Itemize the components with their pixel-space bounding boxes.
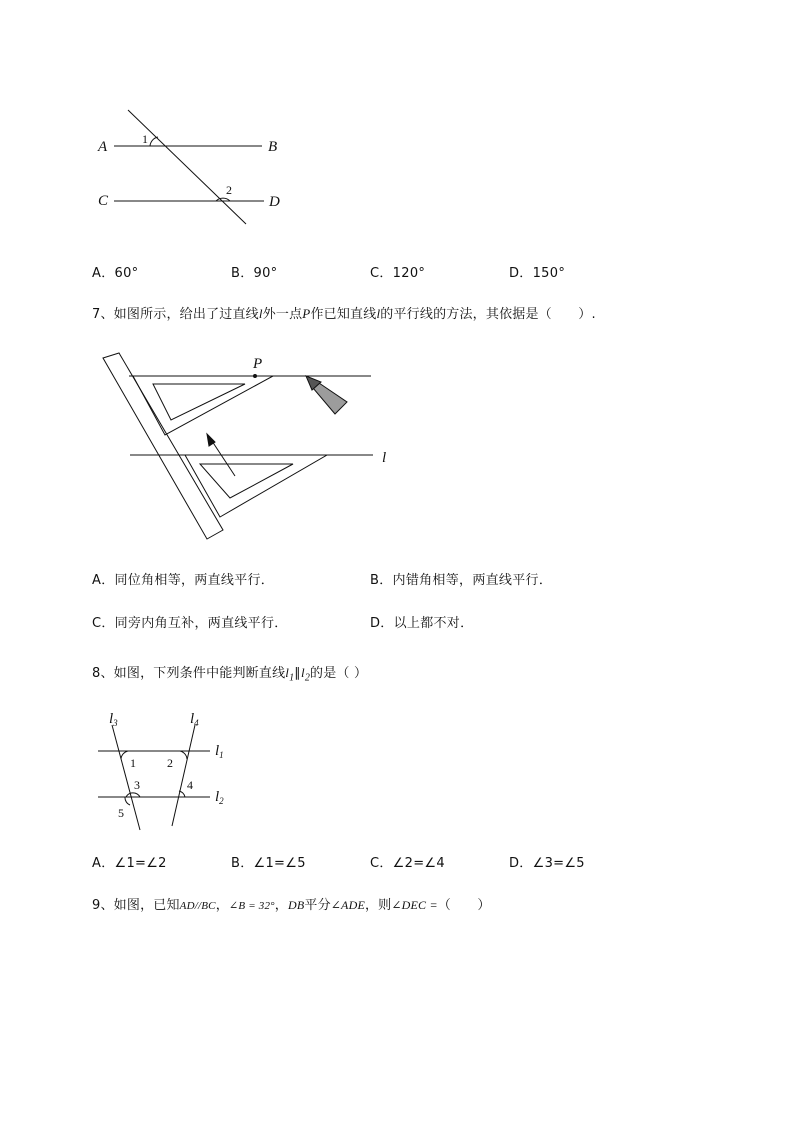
q8-l1: l bbox=[285, 665, 290, 680]
angle-5-label: 5 bbox=[118, 806, 124, 820]
q9-cond-angle-b: ∠B = 32° bbox=[228, 900, 275, 912]
angle-1-arc bbox=[121, 751, 128, 759]
q7-option-a: A．同位角相等，两直线平行． bbox=[92, 573, 275, 588]
angle-1-label: 1 bbox=[142, 132, 148, 146]
q7-suffix: 的平行线的方法，其依据是（ ）. bbox=[380, 307, 596, 322]
q7-point-p: P bbox=[302, 306, 311, 321]
upper-set-square-hole bbox=[153, 384, 245, 420]
q7-option-c: C．同旁内角互补，两直线平行． bbox=[92, 616, 288, 631]
q7-line-l: l bbox=[258, 306, 263, 321]
pencil-icon bbox=[306, 376, 347, 414]
label-p: P bbox=[253, 356, 263, 372]
angle-2-arc bbox=[180, 751, 187, 759]
q8-l2: l bbox=[301, 665, 305, 680]
q8-l1-sub: 1 bbox=[289, 672, 295, 684]
q8-parallel: ∥ bbox=[294, 666, 301, 681]
q7-stem bbox=[92, 303, 596, 322]
q8-option-b: B．∠1=∠5 bbox=[231, 856, 306, 871]
q6-option-c: C．120° bbox=[370, 266, 426, 281]
q7-mid1: 外一点 bbox=[262, 307, 303, 322]
q9-mid: 平分 bbox=[304, 898, 331, 913]
q9-sep1: ， bbox=[215, 898, 229, 913]
lower-set-square-hole bbox=[200, 464, 293, 498]
q9-cond-db: DB bbox=[287, 898, 305, 912]
label-l4: $l_4$ bbox=[190, 711, 199, 728]
angle-2-label: 2 bbox=[226, 183, 232, 197]
slide-arrow-shaft bbox=[210, 438, 235, 476]
q6-option-d: D．150° bbox=[509, 266, 566, 281]
label-a: A bbox=[98, 139, 108, 155]
label-l3: $l_3$ bbox=[109, 711, 118, 728]
q9-sep2: ， bbox=[274, 898, 288, 913]
label-l2: $l_2$ bbox=[215, 789, 224, 806]
q8-stem bbox=[92, 662, 367, 684]
q6-option-b: B．90° bbox=[231, 266, 278, 281]
label-c: C bbox=[98, 193, 109, 209]
q7-line-l-2: l bbox=[376, 306, 381, 321]
q8-prefix: 8、如图，下列条件中能判断直线 bbox=[92, 666, 286, 681]
q9-prefix: 9、如图，已知 bbox=[92, 898, 180, 913]
point-p-dot bbox=[253, 374, 257, 378]
q8-l2-sub: 2 bbox=[304, 672, 311, 684]
angle-2-label: 2 bbox=[167, 756, 173, 770]
label-l1: $l_1$ bbox=[215, 743, 224, 760]
q7-mid2: 作已知直线 bbox=[310, 307, 377, 322]
angle-4-label: 4 bbox=[187, 778, 193, 792]
angle-5-arc bbox=[125, 797, 130, 805]
q9-suffix: （ ） bbox=[437, 898, 491, 913]
q9-stem bbox=[92, 894, 491, 913]
angle-1-label: 1 bbox=[130, 756, 136, 770]
q7-option-b: B．内错角相等，两直线平行． bbox=[370, 573, 553, 588]
label-d: D bbox=[269, 194, 280, 210]
q8-option-a: A．∠1=∠2 bbox=[92, 856, 167, 871]
q7-option-d: D．以上都不对． bbox=[370, 616, 474, 631]
q8-suffix: 的是（ ） bbox=[310, 666, 368, 681]
label-l: l bbox=[382, 450, 387, 466]
q8-figure bbox=[92, 705, 242, 835]
transversal-line bbox=[128, 110, 246, 224]
q9-cond-angle-ade: ∠ADE bbox=[330, 898, 365, 912]
label-b: B bbox=[268, 139, 278, 155]
q7-figure bbox=[95, 350, 395, 545]
q9-cond-parallel: AD//BC bbox=[179, 900, 216, 912]
line-l4 bbox=[172, 725, 195, 826]
angle-3-arc bbox=[126, 793, 140, 797]
q9-sep3: ，则 bbox=[364, 898, 392, 913]
q6-figure bbox=[90, 100, 300, 230]
q7-prefix: 7、如图所示，给出了过直线 bbox=[92, 307, 259, 322]
q9-target-angle: ∠DEC = bbox=[391, 898, 438, 912]
ruler bbox=[103, 353, 223, 539]
upper-set-square bbox=[133, 376, 273, 435]
q8-option-d: D．∠3=∠5 bbox=[509, 856, 585, 871]
angle-3-label: 3 bbox=[134, 778, 140, 792]
q8-option-c: C．∠2=∠4 bbox=[370, 856, 445, 871]
q6-option-a: A．60° bbox=[92, 266, 139, 281]
